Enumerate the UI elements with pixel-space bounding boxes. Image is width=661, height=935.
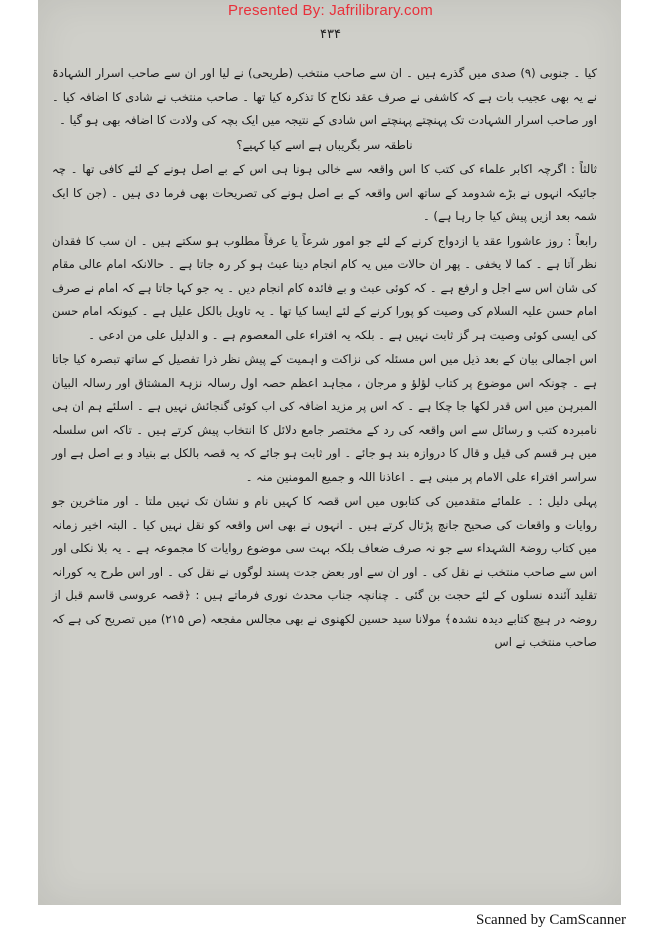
page-number: ۴۳۴	[320, 27, 341, 42]
paragraph-summary: اس اجمالی بیان کے بعد ذیل میں اس مسئلہ کی نزاکت و اہمیت کے پیش نظر ذرا تفصیل کے ساتھ تبصرہ کیا جاتا ہے ۔ چونکہ اس موضوع پر کتاب لؤلؤ و مرجان ، مجاہد اعظم حصہ اول رسالہ نزہۃ المشتاق اور رسالہ البیان المبرہن میں اس قدر لکھا جا چکا ہے ۔ کہ اس پر مزید اضافہ کی اب کوئی گنجائش نہیں ہے ۔ اسلئے ہم ان ہی نامبردہ کتب و رسائل سے اس واقعہ کی رد کے مختصر جامع دلائل کا انتخاب پیش کرتے ہیں ۔ تاکہ اس سلسلہ میں ہر قسم کی قیل و قال کا دروازہ بند ہو جائے ۔ اور ثابت ہو جائے کہ یہ قصہ بالکل بے بنیاد و بے اصل ہے اور سراسر افتراء علی الامام پر مبنی ہے ۔ اعاذنا اللہ و جمیع المومنین منہ ۔	[52, 352, 597, 484]
presented-by-watermark[interactable]: Presented By: Jafrilibrary.com	[228, 2, 433, 19]
paragraph-thalithan: ثالثاً : اگرچہ اکابر علماء کی کتب کا اس واقعہ سے خالی ہونا ہی اس کے بے اصل ہونے کے لئے کافی تھا ۔ چہ جائیکہ انہوں نے بڑے شدومد کے ساتھ اس واقعہ کے بے اصل ہونے کی تصریحات بھی فرما دی ہیں ۔ (جن کا ایک شمہ بعد ازیں پیش کیا جا رہا ہے) ۔	[52, 162, 597, 223]
paragraph-rabian: رابعاً : روز عاشورا عقد یا ازدواج کرنے کے لئے جو امور شرعاً یا عرفاً مطلوب ہو سکتے ہیں ۔ ان سب کا فقدان نظر آتا ہے ۔ کما لا یخفی ۔ پھر ان حالات میں یہ کام انجام دینا عبث ہو کر رہ جاتا ہے ۔ حالانکہ امام عالی مقام کی شان اس سے اجل و ارفع ہے ۔ کہ کوئی عبث و بے فائدہ کام انجام دیں ۔ یہ جو کہا جاتا ہے کہ امام نے صرف امام حسن علیہ السلام کی وصیت کو پورا کرنے کے لئے ایسا کیا تھا ۔ یہ تاویل بالکل علیل ہے ۔ کیونکہ امام حسن کی ایسی کوئی وصیت ہر گز ثابت نہیں ہے ۔ بلکہ یہ افتراء علی المعصوم ہے ۔ و الدلیل علی من ادعی ۔	[52, 233, 597, 342]
page-body	[52, 62, 597, 894]
paragraph-intro: کیا ۔ جنوبی (۹) صدی میں گذرے ہیں ۔ ان سے صاحب منتخب (طریحی) نے لیا اور ان سے صاحب اسرار الشہادۃ نے یہ بھی عجیب بات ہے کہ کاشفی نے صرف عقد نکاح کا تذکرہ کیا تھا ۔ صاحب منتخب نے شادی کا اضافہ کیا ۔ اور صاحب اسرار الشہادت تک پہنچتے پہنچتے اس شادی کے نتیجہ میں ایک بچہ کی ولادت کا اضافہ بھی ہو گیا ۔	[52, 66, 597, 127]
verse-line: ناطقہ سر بگریباں ہے اسے کیا کہیے؟	[236, 137, 413, 152]
scanned-by-label: Scanned by CamScanner	[476, 912, 626, 928]
paragraph-first-proof: پہلی دلیل : ۔ علمائے متقدمین کی کتابوں میں اس قصہ کا کہیں نام و نشان تک نہیں ملتا ۔ اور متاخرین جو روایات و واقعات کی صحیح جانچ پڑتال کرتے ہیں ۔ انہوں نے بھی اس واقعہ کو نقل نہیں کیا ۔ البتہ اخیر زمانہ میں کتاب روضۃ الشہداء سے جو نہ صرف ضعاف بلکہ بہت سی موضوع روایات کا مجموعہ ہے ۔ یہ بلا نکلی اور اس سے صاحب منتخب نے نقل کی ۔ اور ان سے اور بعض جدت پسند لوگوں نے نقل کی ۔ اور اس طرح یہ کورانہ تقلید آئندہ نسلوں کے لئے حجت بن گئی ۔ چنانچہ جناب محدث نوری فرماتے ہیں : ﴿قصہ عروسی قاسم قبل از روضہ در ہیچ کتابے دیدہ نشدہ﴾ مولانا سید حسین لکھنوی نے بھی مجالس مفجعہ (ص ۲۱۵) میں تصریح کی ہے کہ صاحب منتخب نے اس	[52, 494, 597, 649]
